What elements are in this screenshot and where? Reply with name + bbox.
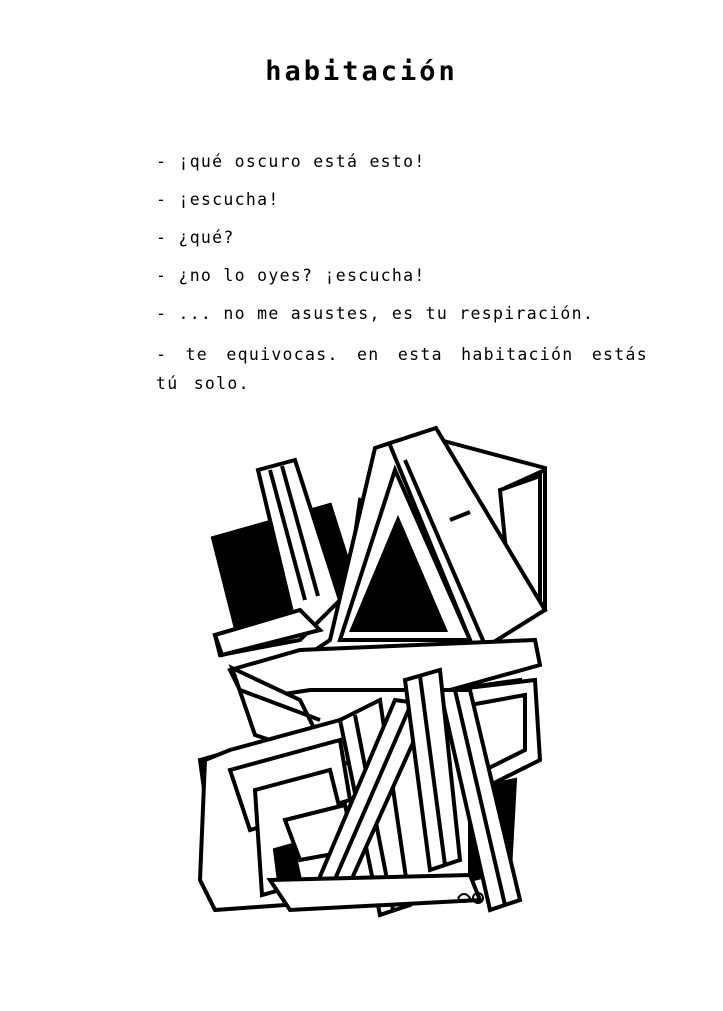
geometric-artwork <box>180 412 564 936</box>
page-title: habitación <box>265 56 458 87</box>
dialogue-line: - ... no me asustes, es tu respiración. <box>156 304 595 323</box>
dialogue-line: - te equivocas. en esta habitación estás tú solo. <box>156 345 648 393</box>
dialogue-line: - ¡qué oscuro está esto! <box>156 152 426 171</box>
base-face <box>270 875 480 910</box>
dialogue-line: - ¿no lo oyes? ¡escucha! <box>156 266 426 285</box>
dialogue-line: - ¡escucha! <box>156 190 280 209</box>
dialogue-line: - ¿qué? <box>156 228 235 247</box>
dialogue-text <box>156 150 648 398</box>
